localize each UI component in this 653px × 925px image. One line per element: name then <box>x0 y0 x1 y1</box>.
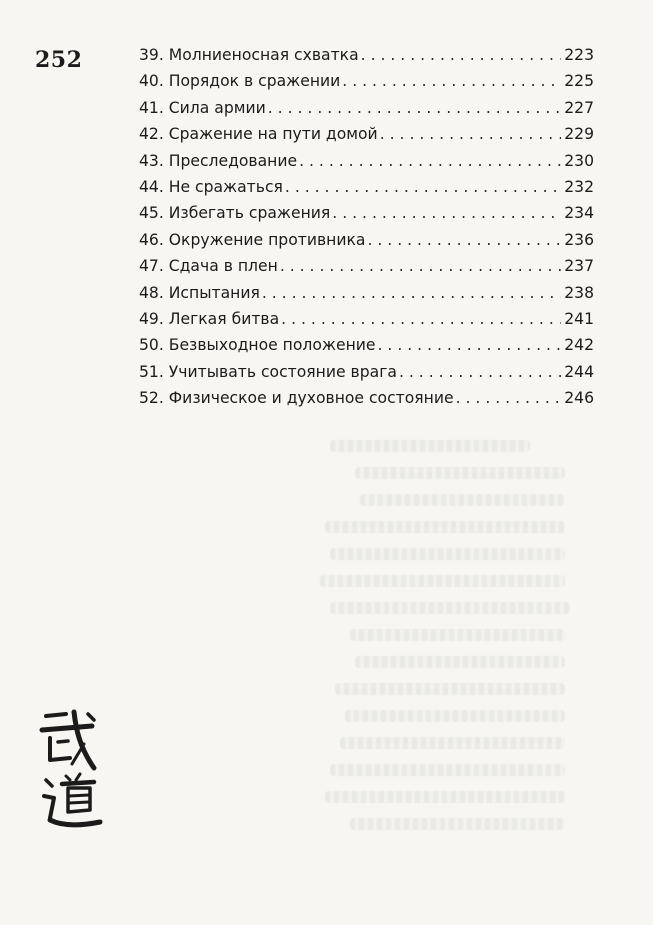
show-through-line <box>345 710 565 722</box>
toc-entry-page: 244 <box>564 362 594 381</box>
toc-leader-dots <box>280 257 561 275</box>
show-through-line <box>355 656 565 668</box>
toc-entry <box>139 125 594 151</box>
toc-leader-dots <box>299 152 561 170</box>
toc-entry-title: 51. Учитывать состояние врага <box>139 362 397 381</box>
toc-entry-title: 40. Порядок в сражении <box>139 72 341 91</box>
toc-leader-dots <box>268 99 561 117</box>
toc-entry-title: 41. Сила армии <box>139 98 266 117</box>
show-through-line <box>355 467 565 479</box>
toc-leader-dots <box>361 46 561 64</box>
toc-leader-dots <box>285 178 561 196</box>
show-through-line <box>330 602 570 614</box>
toc-entry <box>139 46 594 72</box>
toc-entry <box>139 257 594 283</box>
toc-entry-title: 49. Легкая битва <box>139 309 280 328</box>
toc-entry <box>139 389 594 415</box>
show-through-line <box>360 494 565 506</box>
toc-entry-title: 50. Безвыходное положение <box>139 336 376 355</box>
toc-leader-dots <box>342 72 561 90</box>
toc-entry-page: 229 <box>564 125 594 144</box>
toc-entry-page: 223 <box>564 46 594 64</box>
show-through-line <box>320 575 565 587</box>
toc-leader-dots <box>262 284 561 302</box>
show-through-line <box>330 548 565 560</box>
toc-entry-page: 237 <box>564 257 594 276</box>
show-through-line <box>350 818 565 830</box>
toc-entry-page: 227 <box>564 98 594 117</box>
toc-entry <box>139 204 594 230</box>
toc-entry <box>139 99 594 125</box>
show-through-line <box>335 683 565 695</box>
toc-entry-page: 230 <box>564 151 594 170</box>
toc-entry-title: 47. Сдача в плен <box>139 257 278 276</box>
budo-calligraphy-seal <box>36 708 106 838</box>
toc-entry-title: 48. Испытания <box>139 283 260 302</box>
toc-entry-page: 238 <box>564 283 594 302</box>
toc-leader-dots <box>399 363 561 381</box>
toc-entry-title: 44. Не сражаться <box>139 177 283 196</box>
show-through-line <box>330 764 565 776</box>
toc-entry-title: 43. Преследование <box>139 151 298 170</box>
toc-entry <box>139 72 594 98</box>
toc-entry <box>139 336 594 362</box>
toc-entry-page: 246 <box>564 389 594 408</box>
toc-entry-title: 45. Избегать сражения <box>139 204 331 223</box>
page-number: 252 <box>35 47 83 73</box>
toc-leader-dots <box>281 310 561 328</box>
toc-entry-page: 234 <box>564 204 594 223</box>
toc-entry <box>139 178 594 204</box>
toc-leader-dots <box>378 336 562 354</box>
toc-entry-page: 225 <box>564 72 594 91</box>
show-through-line <box>325 521 565 533</box>
toc-entry-title: 46. Окружение противника <box>139 230 366 249</box>
toc-leader-dots <box>367 231 561 249</box>
toc-entry-page: 242 <box>564 336 594 355</box>
toc-entry-title: 39. Молниеносная схватка <box>139 46 359 64</box>
toc-leader-dots <box>332 204 561 222</box>
toc-entry-page: 236 <box>564 230 594 249</box>
toc-entry-title: 42. Сражение на пути домой <box>139 125 378 144</box>
toc-entry <box>139 284 594 310</box>
show-through-line <box>330 440 530 452</box>
toc-entry-page: 232 <box>564 177 594 196</box>
show-through-line <box>350 629 565 641</box>
toc-entry <box>139 363 594 389</box>
toc-entry-page: 241 <box>564 309 594 328</box>
show-through-line <box>340 737 565 749</box>
toc-leader-dots <box>380 125 561 143</box>
table-of-contents <box>139 46 594 415</box>
toc-entry <box>139 231 594 257</box>
toc-entry <box>139 152 594 178</box>
show-through-line <box>325 791 565 803</box>
toc-leader-dots <box>456 389 561 407</box>
toc-entry <box>139 310 594 336</box>
toc-entry-title: 52. Физическое и духовное состояние <box>139 389 454 408</box>
